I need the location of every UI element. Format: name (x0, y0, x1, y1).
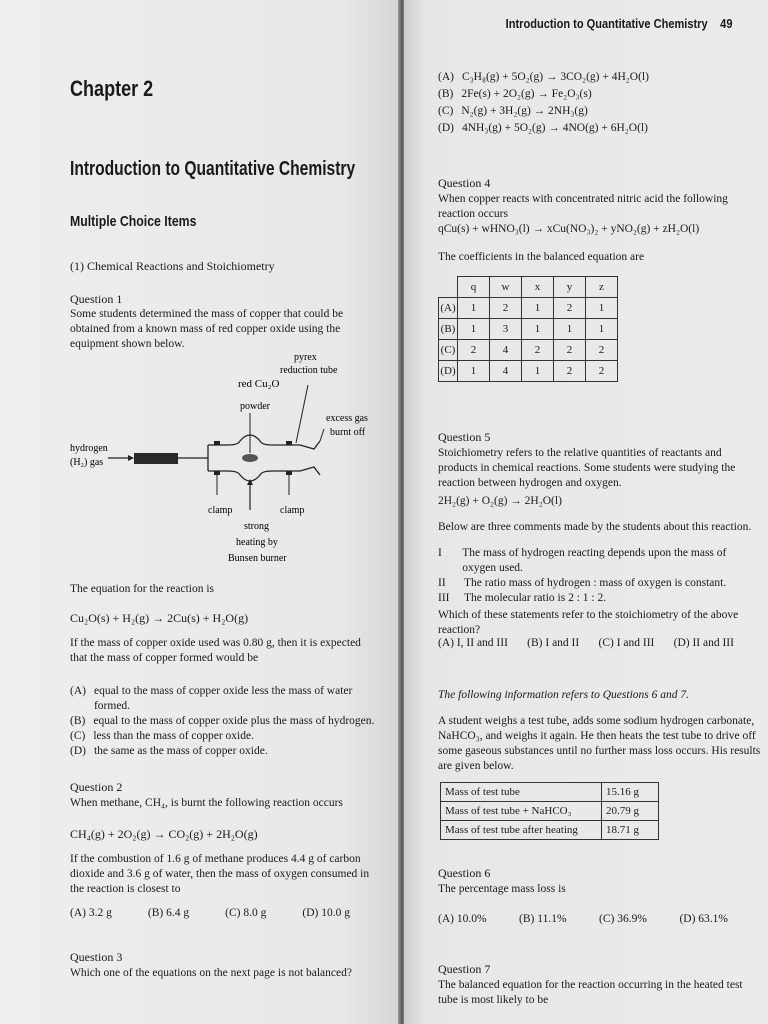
table-cell: 1 (522, 319, 554, 340)
option-row[interactable] (70, 684, 380, 714)
coefficients-intro: The coefficients in the balanced equation are (438, 251, 645, 263)
option-label: (A) (70, 685, 86, 697)
table-cell: 2 (554, 298, 586, 319)
question-6-heading: Question 6 (438, 866, 491, 880)
comment-text: The molecular ratio is 2 : 1 : 2. (464, 592, 607, 604)
chapter-label: Chapter 2 (70, 76, 154, 101)
option-text: equal to the mass of copper oxide less the mass of water formed. (93, 685, 353, 712)
label-pyrex: pyrex (294, 352, 317, 363)
question-2-equation: CH₄(g) + 2O₂(g) → CO₂(g) + 2H₂O(g) (70, 827, 258, 841)
table-cell: (C) (439, 340, 458, 361)
right-page (404, 0, 768, 1024)
option[interactable]: (C) I and III (598, 637, 655, 649)
label-heating-by: heating by (236, 537, 278, 548)
table-cell: 1 (458, 319, 490, 340)
table-cell: 1 (522, 361, 554, 382)
table-cell: 2 (586, 361, 618, 382)
inlet-arrow-head (128, 455, 134, 461)
comment-item (438, 546, 758, 576)
comment-item (438, 591, 758, 606)
option-text: 2Fe(s) + 2O₂(g) → Fe₂O₃(s) (461, 88, 592, 100)
rubber-stopper (134, 453, 178, 464)
question-4-equation: qCu(s) + wHNO₃(l) → xCu(NO₃)₂ + yNO₂(g) + zH₂O(l) (438, 223, 700, 235)
student-comments (438, 546, 758, 606)
option-label: (B) (438, 88, 454, 100)
question-2-options (70, 906, 350, 921)
table-cell: 1 (458, 298, 490, 319)
heating-arrow-head (247, 479, 253, 485)
table-cell: 1 (586, 319, 618, 340)
label-burnt-off: burnt off (330, 427, 366, 438)
comments-intro: Below are three comments made by the students about this reaction. (438, 521, 752, 533)
label-bunsen-burner: Bunsen burner (228, 553, 287, 564)
question-1-equation: Cu₂O(s) + H₂(g) → 2Cu(s) + H₂O(g) (70, 611, 249, 625)
label-clamp-left: clamp (208, 505, 233, 516)
table-header: z (586, 277, 618, 298)
option[interactable]: (A) 10.0% (438, 913, 487, 925)
question-2-prompt: If the combustion of 1.6 g of methane produces 4.4 g of carbon dioxide and 3.6 g of water, then the mass of oxygen consumed in the reaction is closest to (70, 853, 370, 895)
option-row[interactable] (438, 104, 748, 119)
option[interactable]: (D) 63.1% (679, 913, 728, 925)
table-cell: 4 (490, 361, 522, 382)
subsection-heading: (1) Chemical Reactions and Stoichiometry (70, 259, 275, 273)
option[interactable]: (B) 6.4 g (147, 907, 190, 919)
comment-number: I (438, 547, 442, 559)
table-cell: (D) (439, 361, 458, 382)
table-row[interactable] (439, 319, 618, 340)
table-header: w (490, 277, 522, 298)
table-header-row (439, 277, 618, 298)
mass-results-table (440, 782, 659, 840)
table-header: y (554, 277, 586, 298)
option-text: C₃H₈(g) + 5O₂(g) → 3CO₂(g) + 4H₂O(l) (461, 71, 649, 83)
table-cell: 2 (554, 340, 586, 361)
comment-item (438, 576, 758, 591)
question-6-text: The percentage mass loss is (438, 883, 566, 895)
table-cell: 1 (458, 361, 490, 382)
question-5-equation: 2H₂(g) + O₂(g) → 2H₂O(l) (438, 495, 562, 507)
table-cell: Mass of test tube (441, 783, 602, 802)
clamp-right-top (286, 441, 292, 445)
option-label: (A) (438, 71, 454, 83)
option[interactable]: (D) 10.0 g (302, 907, 350, 919)
table-cell: 2 (586, 340, 618, 361)
table-cell: 3 (490, 319, 522, 340)
comment-text: The ratio mass of hydrogen : mass of oxygen is constant. (464, 577, 727, 589)
option-text: less than the mass of copper oxide. (93, 730, 254, 742)
table-cell: 2 (554, 361, 586, 382)
table-cell: (A) (439, 298, 458, 319)
table-row[interactable] (441, 821, 659, 840)
table-row[interactable] (439, 340, 618, 361)
question-3-text: Which one of the equations on the next page is not balanced? (70, 967, 352, 979)
copper-oxide-powder (242, 454, 258, 462)
table-row[interactable] (441, 783, 659, 802)
table-row[interactable] (441, 802, 659, 821)
option-label: (C) (438, 105, 454, 117)
option-row[interactable] (70, 729, 380, 744)
label-reduction-tube: reduction tube (280, 365, 338, 376)
table-cell: 15.16 g (602, 783, 659, 802)
option-row[interactable] (438, 121, 748, 136)
chapter-title: Introduction to Quantitative Chemistry (70, 158, 356, 180)
reduction-apparatus-diagram (68, 345, 378, 570)
table-cell: Mass of test tube + NaHCO₃ (441, 802, 602, 821)
reduction-tube-bottom (208, 467, 320, 481)
label-excess-gas: excess gas (326, 413, 368, 424)
question-6-options (438, 912, 728, 927)
table-cell: 1 (586, 298, 618, 319)
option-row[interactable] (438, 87, 748, 102)
coefficients-table (438, 276, 618, 382)
label-powder: powder (240, 401, 270, 412)
option-text: N₂(g) + 3H₂(g) → 2NH₃(g) (461, 105, 588, 117)
equation-intro: The equation for the reaction is (70, 583, 215, 595)
comment-number: III (438, 592, 450, 604)
question-1-text: Some students determined the mass of copper that could be obtained from a known mass of red copper oxide using the equipment shown below. (70, 308, 344, 350)
table-cell: 1 (554, 319, 586, 340)
table-cell: 4 (490, 340, 522, 361)
label-hydrogen: hydrogen (70, 443, 108, 454)
question-5-options (438, 636, 734, 651)
table-header (439, 277, 458, 298)
table-row[interactable] (439, 298, 618, 319)
table-cell: 2 (522, 340, 554, 361)
table-row[interactable] (439, 361, 618, 382)
question-2-heading: Question 2 (70, 780, 123, 794)
option[interactable]: (A) I, II and III (438, 637, 508, 649)
table-cell: 18.71 g (602, 821, 659, 840)
option[interactable]: (A) 3.2 g (70, 907, 112, 919)
question-5-prompt: Which of these statements refer to the stoichiometry of the above reaction? (438, 609, 739, 636)
option-text: the same as the mass of copper oxide. (93, 745, 268, 757)
section-title: Multiple Choice Items (70, 213, 197, 230)
question-1-prompt: If the mass of copper oxide used was 0.80 g, then it is expected that the mass of copper formed would be (70, 637, 361, 664)
question-4-text: When copper reacts with concentrated nitric acid the following reaction occurs (438, 193, 728, 220)
question-5-text: Stoichiometry refers to the relative quantities of reactants and products in chemical reactions. Some students were studying the reaction between hydrogen and oxygen. (438, 447, 736, 489)
table-cell: 2 (490, 298, 522, 319)
question-7-heading: Question 7 (438, 962, 491, 976)
question-1-options (70, 684, 380, 759)
running-head: Introduction to Quantitative Chemistry (506, 16, 708, 31)
question-3-heading: Question 3 (70, 950, 123, 964)
option-text: equal to the mass of copper oxide plus the mass of hydrogen. (93, 715, 375, 727)
option[interactable]: (D) II and III (673, 637, 734, 649)
question-1-heading: Question 1 (70, 292, 123, 306)
table-cell: 2 (458, 340, 490, 361)
option-label: (D) (438, 122, 454, 134)
question-7-text: The balanced equation for the reaction occurring in the heated test tube is most likely to be (438, 979, 743, 1006)
option[interactable]: (C) 36.9% (599, 913, 647, 925)
question-2-text: When methane, CH₄, is burnt the following reaction occurs (70, 797, 343, 809)
question-5-heading: Question 5 (438, 430, 491, 444)
label-red-cu2o: red Cu₂O (238, 378, 280, 390)
comment-number: II (438, 577, 446, 589)
option-text: 4NH₃(g) + 5O₂(g) → 4NO(g) + 6H₂O(l) (461, 122, 648, 134)
option[interactable]: (B) I and II (527, 637, 580, 649)
label-h2-gas: (H₂) gas (70, 457, 104, 468)
clamp-left-top (214, 441, 220, 445)
table-cell: Mass of test tube after heating (441, 821, 602, 840)
reduction-tube-top (208, 435, 320, 449)
option-row[interactable] (70, 744, 380, 759)
option[interactable]: (B) 11.1% (519, 913, 567, 925)
table-cell: 1 (522, 298, 554, 319)
comment-text: The mass of hydrogen reacting depends upon the mass of oxygen used. (462, 547, 727, 574)
info-6-7-heading: The following information refers to Questions 6 and 7. (438, 689, 689, 701)
label-strong: strong (244, 521, 269, 532)
option-row[interactable] (438, 70, 748, 85)
table-header: x (522, 277, 554, 298)
question-3-options (438, 70, 748, 136)
question-4-heading: Question 4 (438, 176, 491, 190)
page-number: 49 (719, 16, 732, 31)
option[interactable]: (C) 8.0 g (225, 907, 267, 919)
table-cell: 20.79 g (602, 802, 659, 821)
info-6-7-text: A student weighs a test tube, adds some sodium hydrogen carbonate, NaHCO₃, and weighs it again. He then heats the test tube to drive off some gaseous substances until no further mass loss occurs. His results are given below. (438, 715, 761, 772)
option-label: (C) (70, 730, 86, 742)
table-header: q (458, 277, 490, 298)
option-label: (B) (70, 715, 86, 727)
table-cell: (B) (439, 319, 458, 340)
option-row[interactable] (70, 714, 380, 729)
option-label: (D) (70, 745, 86, 757)
label-clamp-right: clamp (280, 505, 305, 516)
